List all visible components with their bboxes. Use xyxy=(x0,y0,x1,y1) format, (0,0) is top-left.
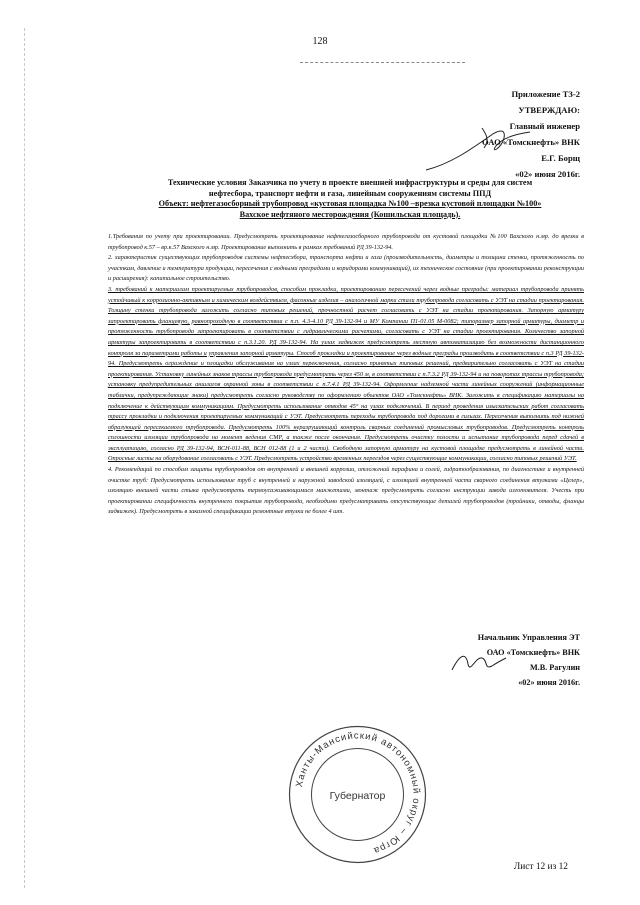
title-field-line: Вахское нефтяного месторождения (Кошильская площадь). xyxy=(239,209,461,219)
approver-position: Главный инженер xyxy=(509,121,580,131)
signer-signature xyxy=(448,648,508,678)
paragraph-3: 3. требований к материалам проектируемых трубопроводов, способам прокладки, проектированию пересечений через водные преграды: материал трубопровода принять устойчивый к коррозионно-активным и химическим воздействием, фасонные изделия – аналогичной марки стали трубопровода согласовать с УЭТ на стадии проектирования. Толщину стенки трубопровода заложить согласно типовых решений, прочностной расчет согласовать с УЭТ на стадии проектирования. Запорную арматуру запроектировать фланцевую, равнопроходную в соответствии с п.п. 4.3-4.10 РД 39-132-94 и МУ Компании П1-01.05 М-0082; типоразмер запорной арматуры, диаметр и протяженность трубопровода запроектировать в соответствии с гидравлическими расчетами, согласовать с УЭТ на стадии проектирования. Количество запорной арматуры запроектировать в соответствии с п.3.1.20. РД 39-132-94. На узлах задвижек предусмотреть местную автоматизацию без возможности дистанционного контроля за параметрами работы и управления запорной арматуры. Способ прокладки и проектирование через водные преграды производить в соответствии с п.3 РД 39-132-94. Предусмотреть ограждение и площадки обслуживания на узлах переключения, согласно принятых типовых решений, предварительно согласовать с УЭТ на стадии проектирования. Установку линейных знаков трассы трубопровода предусмотреть через 450 м, в соответствии с п.7.3.2 РД 39-132-94 и на поворотах трассы трубопровода; установку предупредительных аншлагов охранной зоны в соответствии с п.7.4.1 РД 39-132-94. Оформление надземной части линейных сооружений (информационные таблички, предупреждающие знаки) предусмотреть согласно руководству по оформлению объектов ОАО «Томскнефть» ВНК. Заложить в спецификацию материалы на подключение к действующим коммуникациям. Предусмотреть использование отводов 45° на узлах подключений. В период проведения изыскательских работ согласовать трассу прокладки и подключения проектируемых коммуникаций с УЭТ. Предусмотреть переходы трубопровода под дорогами в гильзах. Пересечения выполнить под нижней образующей пересекаемого трубопровода. Предусмотреть 100% неразрушающий контроль сварных соединений промысловых трубопроводов. Предусмотреть контроль сплошности изоляции трубопровода на момент ведения СМР, а также после окончания. Предусмотреть очистку полости и испытание трубопровода перед сдачей в эксплуатацию, согласно РД 39-132-94, ВСН-011-88, ВСН 012-88 (1 и 2 части). Свободную запорную арматуру на кустовой площадке предусмотреть в линейной части. Опросные листы на оборудование согласовать с УЭТ. Предусмотреть устройство временных переездов через существующие коммуникации, согласно типовых решений УЭТ. xyxy=(108,285,584,463)
approver-signature xyxy=(420,120,540,178)
approver-name: Е.Г. Борщ xyxy=(541,153,580,163)
title-object-line: Объект: нефтегазосборный трубопровод «кустовая площадка №100 –врезка кустовой площадки №100» xyxy=(158,199,542,208)
stamp-ring-text: Ханты-Мансийский автономный округ – Югра xyxy=(293,730,422,857)
paragraph-2: 2. характеристик существующих трубопроводов системы нефтесхбора, транспорта нефти и газа (производительность, диаметры и толщина стенки, протяженность по участкам, давление и температура продукции, пересечения с водными преградами и коридорами коммуникаций), их техническое состояние (при проектировании реконструкции и расширения): капитальное строительство. xyxy=(108,254,584,283)
left-margin-rule xyxy=(24,28,25,888)
paragraph-4: 4. Рекомендаций по способам защиты трубопроводов от внутренней и внешней коррозии, отложений парафина и солей, гидратообразования, по диагностике и внутренней очистке труб: Предусмотреть использование труб с внутренней и наружной заводской изоляцией, с изоляцией внутренней части сварного соединения втулками «Целер», изоляцию внешней части стыка предусмотреть термоусаживающимися манжетами, монтаж предусмотреть согласно инструкции завода изготовителя. Учесть при проектировании специфичность внутреннего покрытия трубопровода, необходимо предусматривать отсутствующие деталей трубопроводов (тройники, отводы, фланцы задвижек). Предусмотреть в заказной спецификации ремонтные втулки не более 4 шт. xyxy=(108,466,584,516)
signoff-date: «02» июня 2016г. xyxy=(518,678,580,687)
header-divider xyxy=(300,62,465,63)
title-line-2: нефтесбора, транспорт нефти и газа, линейным сооружениям системы ППД xyxy=(208,188,492,198)
appendix-label: Приложение ТЗ-2 xyxy=(511,89,580,99)
signer-name: М.В. Рагулин xyxy=(529,663,580,672)
signer-company: ОАО «Томскнефть» ВНК xyxy=(486,648,580,657)
approve-label: УТВЕРЖДАЮ: xyxy=(518,105,580,115)
page-number: 128 xyxy=(312,36,328,47)
paragraph-1: 1.Требования по учету при проектировании. Предусмотреть проектирование нефтегазосборного трубопровода от кустовой площадки №100 Вахского н.мр. до врезки в трубопровод к.57 – вр.к.57 Вахского н.мр. Проектирование выполнить в рамках требований РД 39-132-94. xyxy=(108,233,584,251)
governor-stamp xyxy=(285,722,430,867)
sheet-counter: Лист 12 из 12 xyxy=(513,862,568,872)
signer-position: Начальник Управления ЭТ xyxy=(477,633,580,642)
document-body xyxy=(108,232,584,518)
approver-company: ОАО «Томскнефть» ВНК xyxy=(482,137,580,147)
title-line-1: Технические условия Заказчика по учету в проекте внешней инфраструктуры и среды для систем xyxy=(167,178,533,187)
document-title xyxy=(130,178,570,220)
stamp-center-text: Губернатор xyxy=(329,790,386,802)
approval-date: «02» июня 2016г. xyxy=(515,169,580,179)
